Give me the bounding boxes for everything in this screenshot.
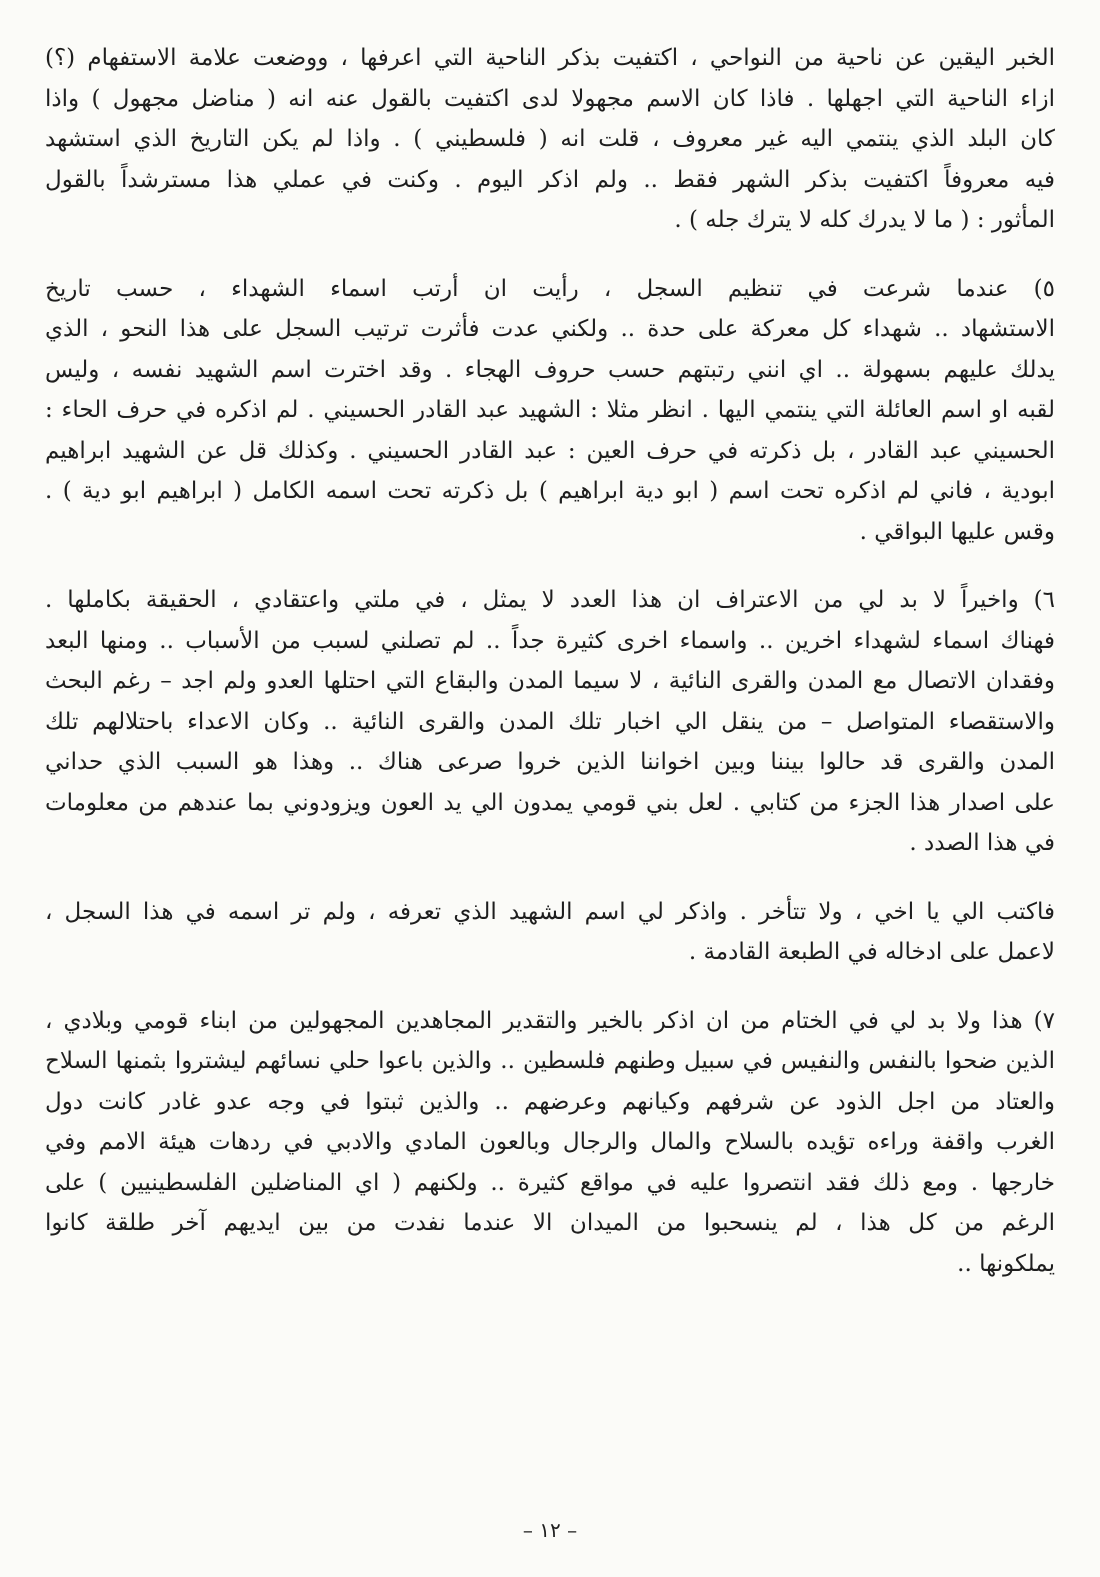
text-line: الغرب واقفة وراءه تؤيده بالسلاح والمال والرجال وبالعون المادي والادبي في ردهات هيئة الامم وفي	[45, 1129, 1055, 1155]
text-line: كان البلد الذي ينتمي اليه غير معروف ، قلت انه ( فلسطيني ) . واذا لم يكن التاريخ الذي استشهد	[45, 126, 1055, 152]
text-line: وقس عليها البواقي .	[859, 518, 1055, 545]
document-page	[45, 38, 1055, 1312]
paragraph	[45, 1001, 1055, 1285]
text-line: خارجها . ومع ذلك فقد انتصروا عليه في مواقع كثيرة .. ولكنهم ( اي المناضلين الفلسطينيين ) على	[45, 1169, 1055, 1196]
text-line: الذين ضحوا بالنفس والنفيس في سبيل وطنهم فلسطين .. والذين باعوا حلي نسائهم ليشتروا بثمنها السلاح	[45, 1048, 1055, 1074]
text-line: ابودية ، فاني لم اذكره تحت اسم ( ابو دية ابراهيم ) بل ذكرته تحت اسمه الكامل ( ابراهيم ابو دية ) .	[45, 478, 1055, 504]
text-line: والعتاد من اجل الذود عن شرفهم وكيانهم وعرضهم .. والذين ثبتوا في وجه عدو غادر كانت دول	[45, 1088, 1055, 1115]
text-line: ٥) عندما شرعت في تنظيم السجل ، رأيت ان أرتب اسماء الشهداء ، حسب تاريخ	[45, 275, 1055, 302]
text-line: يملكونها ..	[957, 1250, 1055, 1277]
text-line: ٧) هذا ولا بد لي في الختام من ان اذكر بالخير والتقدير المجاهدين المجهولين من ابناء قومي وبلادي ،	[45, 1007, 1055, 1034]
text-line: فيه معروفاً اكتفيت بذكر الشهر فقط .. ولم اذكر اليوم . وكنت في عملي هذا مسترشداً بالقول	[45, 166, 1055, 193]
text-line: الحسيني عبد القادر ، بل ذكرته في حرف العين : عبد القادر الحسيني . وكذلك قل عن الشهيد ابراهيم	[45, 437, 1055, 464]
text-line: ٦) واخيراً لا بد لي من الاعتراف ان هذا العدد لا يمثل ، في ملتي واعتقادي ، الحقيقة بكاملها .	[45, 587, 1055, 613]
text-line: فهناك اسماء لشهداء اخرين .. واسماء اخرى كثيرة جداً .. لم تصلني لسبب من الأسباب .. ومنها البعد	[45, 627, 1055, 654]
text-line: ازاء الناحية التي اجهلها . فاذا كان الاسم مجهولا لدى اكتفيت بالقول عنه انه ( مناضل مجهول ) واذا	[45, 85, 1055, 112]
page-number: – ١٢ –	[522, 1518, 578, 1542]
text-line: المدن والقرى قد حالوا بيننا وبين اخواننا الذين خروا صرعى هناك .. وهذا هو السبب الذي حداني	[45, 749, 1055, 775]
text-line: يدلك عليهم بسهولة .. اي انني رتبتهم حسب حروف الهجاء . وقد اخترت اسم الشهيد نفسه ، وليس	[45, 356, 1055, 383]
text-line: وفقدان الاتصال مع المدن والقرى النائية ، لا سيما المدن والبقاع التي احتلها العدو ولم اجد – رغم البحث	[45, 668, 1055, 694]
text-line: لقبه او اسم العائلة التي ينتمي اليها . انظر مثلا : الشهيد عبد القادر الحسيني . لم اذكره في حرف الحاء :	[45, 397, 1055, 423]
text-line: فاكتب الي يا اخي ، ولا تتأخر . واذكر لي اسم الشهيد الذي تعرفه ، ولم تر اسمه في هذا السجل ،	[45, 898, 1055, 925]
paragraph	[45, 892, 1055, 973]
text-line: الاستشهاد .. شهداء كل معركة على حدة .. ولكني عدت فأثرت ترتيب السجل على هذا النحو ، الذي	[45, 316, 1055, 342]
text-line: على اصدار هذا الجزء من كتابي . لعل بني قومي يمدون الي يد العون ويزودوني بما عندهم من معلومات	[45, 789, 1055, 816]
text-line: والاستقصاء المتواصل – من ينقل الي اخبار تلك المدن والقرى النائية .. وكان الاعداء باحتلالهم تلك	[45, 708, 1055, 735]
text-line: الرغم من كل هذا ، لم ينسحبوا من الميدان الا عندما نفدت من بين ايديهم آخر طلقة كانوا	[45, 1210, 1055, 1236]
text-line: في هذا الصدد .	[909, 830, 1055, 856]
text-line: المأثور : ( ما لا يدرك كله لا يترك جله ) .	[674, 207, 1055, 233]
text-line: لاعمل على ادخاله في الطبعة القادمة .	[688, 939, 1055, 965]
text-line: الخبر اليقين عن ناحية من النواحي ، اكتفيت بذكر الناحية التي اعرفها ، ووضعت علامة الاستفهام (؟)	[45, 45, 1055, 71]
paragraph	[45, 580, 1055, 864]
paragraph	[45, 38, 1055, 241]
paragraph	[45, 269, 1055, 553]
